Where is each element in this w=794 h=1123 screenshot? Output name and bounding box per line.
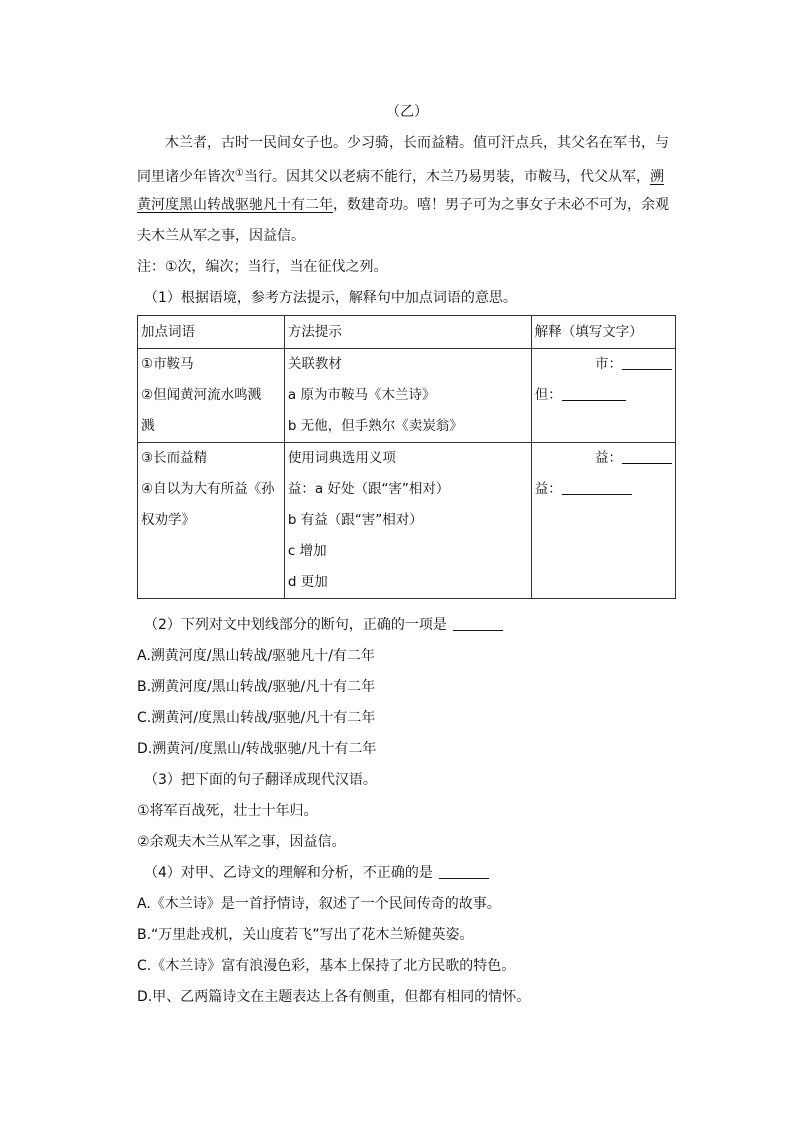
option-b: B.溯黄河度/黑山转战/驱驰/凡十有二年 xyxy=(137,679,376,695)
hint-item: d 更加 xyxy=(287,574,328,590)
hint-item: c 增加 xyxy=(287,543,327,559)
option-a: A.《木兰诗》是一首抒情诗，叙述了一个民间传奇的故事。 xyxy=(137,896,501,912)
question-4-prompt xyxy=(144,863,684,883)
answer-cell xyxy=(531,349,675,443)
hint-item: 益：a 好处（跟“害”相对） xyxy=(287,481,450,497)
prompt-text: （2）下列对文中划线部分的断句，正确的一项是 xyxy=(144,617,447,633)
question-1-prompt: （1）根据语境，参考方法提示，解释句中加点词语的意思。 xyxy=(144,290,517,306)
hint-item: 关联教材 xyxy=(287,356,342,372)
word-item: 权劝学》 xyxy=(141,512,195,528)
prompt-text: （4）对甲、乙诗文的理解和分析，不正确的是 xyxy=(144,865,433,881)
hint-item: 使用词典选用义项 xyxy=(287,450,396,466)
words-cell xyxy=(138,349,285,443)
hint-item: b 有益（跟“害”相对） xyxy=(287,512,423,528)
passage-text: ，数建奇功。嘻！男子可为之事女子未必不可为，余观 xyxy=(333,197,669,213)
hints-cell xyxy=(284,349,531,443)
table-header: 方法提示 xyxy=(284,316,531,349)
answer-blank[interactable] xyxy=(622,356,672,370)
option-d: D.溯黄河/度黑山/转战驱驰/凡十有二年 xyxy=(137,741,377,757)
answer-blank[interactable] xyxy=(439,864,489,879)
footnote-marker: ① xyxy=(235,168,244,179)
hint-item: b 无他，但手熟尔《卖炭翁》 xyxy=(287,418,463,434)
answer-label: 益： xyxy=(595,450,622,466)
answer-blank[interactable] xyxy=(622,450,672,464)
option-c: C.《木兰诗》富有浪漫色彩，基本上保持了北方民歌的特色。 xyxy=(137,958,516,974)
section-title: （乙） xyxy=(386,104,428,120)
footnote: 注：①次，编次；当行，当在征伐之列。 xyxy=(137,259,388,275)
word-item: ②但闻黄河流水鸣溅 xyxy=(141,387,262,403)
answer-line xyxy=(535,474,672,505)
answer-line xyxy=(535,443,672,474)
option-a: A.溯黄河度/黑山转战/驱驰凡十/有二年 xyxy=(137,648,375,664)
table-header: 解释（填写文字） xyxy=(531,316,675,349)
passage-line-1: 木兰者，古时一民间女子也。少习骑，长而益精。值可汗点兵，其父名在军书，与 xyxy=(165,135,669,151)
passage-text: 当行。因其父以老病不能行，木兰乃易男装，市鞍马，代父从军， xyxy=(243,169,650,185)
answer-line xyxy=(535,380,672,411)
words-cell xyxy=(138,443,285,599)
word-item: 溅 xyxy=(141,418,155,434)
translation-item: ①将军百战死，壮士十年归。 xyxy=(137,803,318,819)
passage-line-2 xyxy=(137,164,677,187)
question-2-prompt xyxy=(144,615,684,635)
vocab-table xyxy=(137,315,676,599)
hint-item: a 原为市鞍马《木兰诗》 xyxy=(287,387,436,403)
answer-line xyxy=(535,349,672,380)
word-item: ③长而益精 xyxy=(141,450,208,466)
hints-cell xyxy=(284,443,531,599)
table-row xyxy=(138,349,676,443)
passage-line-4: 夫木兰从军之事，因益信。 xyxy=(137,228,305,244)
answer-blank[interactable] xyxy=(562,387,626,401)
underlined-text: 黄河度黑山转战驱驰凡十有二年 xyxy=(137,197,333,213)
answer-blank[interactable] xyxy=(453,616,503,631)
underlined-text: 溯 xyxy=(649,169,664,185)
word-item: ①市鞍马 xyxy=(141,356,194,372)
option-d: D.甲、乙两篇诗文在主题表达上各有侧重，但都有相同的情怀。 xyxy=(137,989,531,1005)
option-c: C.溯黄河/度黑山转战/驱驰/凡十有二年 xyxy=(137,710,376,726)
answer-label: 益： xyxy=(534,481,562,497)
option-b: B.“万里赴戎机，关山度若飞”写出了花木兰矫健英姿。 xyxy=(137,927,474,943)
passage-line-3 xyxy=(137,195,677,215)
table-row xyxy=(138,443,676,599)
passage-text: 同里诸少年皆次 xyxy=(137,169,235,185)
answer-label: 市： xyxy=(595,356,622,372)
answer-blank[interactable] xyxy=(562,481,632,495)
word-item: ④自以为大有所益《孙 xyxy=(141,481,275,497)
question-3-prompt: （3）把下面的句子翻译成现代汉语。 xyxy=(144,772,377,788)
answer-cell xyxy=(531,443,675,599)
table-header-row xyxy=(138,316,676,349)
table-header: 加点词语 xyxy=(138,316,285,349)
answer-label: 但： xyxy=(534,387,562,403)
translation-item: ②余观夫木兰从军之事，因益信。 xyxy=(137,834,346,850)
